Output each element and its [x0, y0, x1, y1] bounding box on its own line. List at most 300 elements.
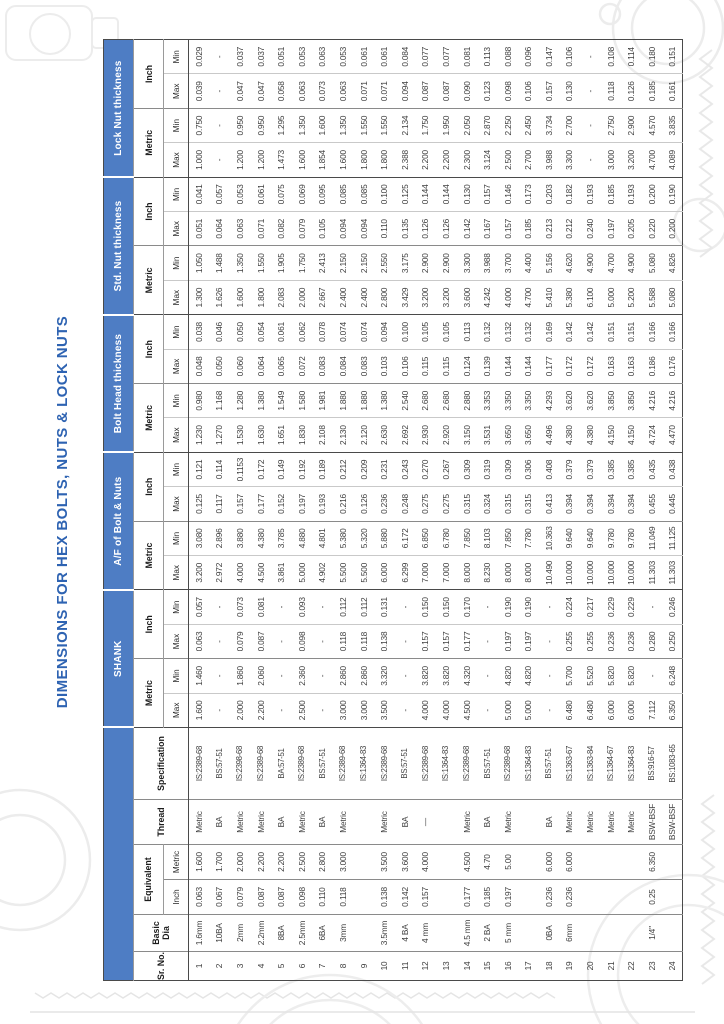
std-nut-inch-min-cell: 0.100 — [374, 177, 395, 211]
af-inch-min-cell: 0.243 — [394, 452, 415, 486]
lock-nut-metric-min-cell: 0.950 — [230, 108, 251, 142]
af-inch-max-cell: 0.315 — [497, 487, 518, 521]
subheader-bolt-head-metric: Metric — [134, 384, 164, 453]
std-nut-metric-max-cell: 2.083 — [271, 280, 292, 314]
shank-inch-min-cell: 0.224 — [559, 590, 580, 624]
shank-metric-max-cell: - — [477, 693, 498, 727]
bolt-head-inch-min-cell: 0.054 — [250, 315, 271, 349]
table-row — [559, 40, 580, 981]
equivalent-metric-cell: 5.00 — [497, 845, 518, 880]
shank-inch-min-cell: 0.246 — [662, 590, 683, 624]
table-row — [477, 40, 498, 981]
af-metric-max-cell: 10.000 — [559, 556, 580, 590]
af-inch-min-cell: 0.212 — [333, 452, 354, 486]
basic-dia-cell: 4 BA — [394, 915, 415, 952]
subheader-shank-inch-max: Max — [164, 624, 189, 658]
af-metric-max-cell: 8.230 — [477, 556, 498, 590]
bolt-head-metric-min-cell: 1.880 — [353, 384, 374, 418]
shank-inch-min-cell: 0.131 — [374, 590, 395, 624]
lock-nut-inch-min-cell: 0.180 — [642, 40, 663, 74]
sr-no-cell: 19 — [564, 961, 575, 971]
af-inch-max-cell: 0.455 — [642, 487, 663, 521]
thread-cell: — — [415, 800, 436, 845]
lock-nut-inch-max-cell: 0.157 — [539, 74, 560, 108]
std-nut-metric-max-cell: 3.200 — [436, 280, 457, 314]
basic-dia-cell — [580, 915, 601, 952]
shank-inch-max-cell: 0.118 — [333, 624, 354, 658]
bolt-head-metric-min-cell: 1.380 — [374, 384, 395, 418]
shank-metric-max-cell: 6.350 — [662, 693, 683, 727]
specification-cell: IS:1364-83 — [353, 728, 374, 800]
shank-metric-min-cell: 3.820 — [436, 659, 457, 693]
bolt-head-inch-min-cell: 0.169 — [539, 315, 560, 349]
lock-nut-metric-min-cell: 2.250 — [497, 108, 518, 142]
specification-cell: IS:2389-68 — [189, 728, 210, 800]
af-metric-max-cell: 7.000 — [415, 556, 436, 590]
sr-no-cell: 20 — [585, 961, 596, 971]
table-row — [642, 40, 663, 981]
thread-cell: Metric — [456, 800, 477, 845]
bolt-head-inch-min-cell: 0.094 — [374, 315, 395, 349]
lock-nut-inch-min-cell: 0.077 — [436, 40, 457, 74]
shank-metric-min-cell: - — [209, 659, 230, 693]
col-header-thread: Thread — [134, 800, 189, 845]
shank-inch-min-cell: - — [312, 590, 333, 624]
std-nut-metric-min-cell: 3.300 — [456, 246, 477, 280]
std-nut-metric-max-cell: 2.800 — [374, 280, 395, 314]
lock-nut-inch-max-cell: 0.063 — [291, 74, 312, 108]
bolt-head-metric-min-cell: 1.549 — [271, 384, 292, 418]
subheader-std-nut-inch-min: Min — [164, 177, 189, 211]
bolt-head-metric-max-cell: 2.692 — [394, 418, 415, 452]
shank-inch-min-cell: - — [271, 590, 292, 624]
bolt-head-inch-max-cell: 0.124 — [456, 349, 477, 383]
af-metric-max-cell: 4.500 — [250, 556, 271, 590]
shank-inch-max-cell: 0.118 — [353, 624, 374, 658]
shank-metric-max-cell: - — [394, 693, 415, 727]
std-nut-metric-min-cell: 2.900 — [436, 246, 457, 280]
specification-cell: IS:2389-68 — [497, 728, 518, 800]
subheader-shank-metric-min: Min — [164, 659, 189, 693]
lock-nut-inch-max-cell: 0.098 — [497, 74, 518, 108]
std-nut-inch-min-cell: 0.144 — [415, 177, 436, 211]
af-metric-max-cell: 10.000 — [621, 556, 642, 590]
lock-nut-metric-min-cell: 1.750 — [415, 108, 436, 142]
subheader-shank-metric: Metric — [134, 659, 164, 728]
af-metric-max-cell: 10.000 — [580, 556, 601, 590]
std-nut-metric-max-cell: 1.800 — [250, 280, 271, 314]
thread-cell — [353, 800, 374, 845]
equivalent-metric-cell: 6.000 — [559, 845, 580, 880]
shank-inch-max-cell: 0.063 — [189, 624, 210, 658]
bolt-head-inch-max-cell: 0.177 — [539, 349, 560, 383]
shank-metric-min-cell: 4.820 — [497, 659, 518, 693]
std-nut-metric-min-cell: 2.413 — [312, 246, 333, 280]
lock-nut-metric-max-cell: 2.388 — [394, 143, 415, 177]
af-metric-max-cell: 7.000 — [436, 556, 457, 590]
shank-metric-max-cell: 4.000 — [415, 693, 436, 727]
af-inch-max-cell: 0.394 — [621, 487, 642, 521]
bolt-head-metric-min-cell: 1.580 — [291, 384, 312, 418]
specification-cell: IS:1363-67 — [559, 728, 580, 800]
shank-metric-max-cell: - — [271, 693, 292, 727]
sr-no-cell: 8 — [337, 963, 348, 969]
bolt-head-inch-max-cell: 0.065 — [271, 349, 292, 383]
specification-cell: BS:57-51 — [394, 728, 415, 800]
af-inch-min-cell: 0.306 — [518, 452, 539, 486]
table-row — [333, 40, 354, 981]
equivalent-inch-cell: 0.118 — [333, 880, 354, 915]
lock-nut-inch-min-cell: 0.151 — [662, 40, 683, 74]
lock-nut-inch-min-cell: - — [209, 40, 230, 74]
lock-nut-metric-min-cell: 1.350 — [291, 108, 312, 142]
bolt-head-metric-max-cell: 1.530 — [230, 418, 251, 452]
header-corner-band — [104, 728, 134, 981]
basic-dia-cell — [436, 915, 457, 952]
equivalent-inch-cell: 0.197 — [497, 880, 518, 915]
lock-nut-metric-max-cell: 1.800 — [353, 143, 374, 177]
std-nut-metric-max-cell: 6.100 — [580, 280, 601, 314]
sr-no-cell: 6 — [296, 963, 307, 969]
af-inch-max-cell: 0.157 — [230, 487, 251, 521]
lock-nut-inch-max-cell: - — [580, 74, 601, 108]
bolt-head-inch-min-cell: 0.074 — [353, 315, 374, 349]
bolt-head-metric-max-cell: 4.470 — [662, 418, 683, 452]
shank-inch-max-cell: 0.157 — [415, 624, 436, 658]
shank-metric-min-cell: - — [271, 659, 292, 693]
std-nut-metric-max-cell: 2.400 — [333, 280, 354, 314]
af-inch-min-cell: 0.319 — [477, 452, 498, 486]
shank-inch-max-cell: 0.098 — [291, 624, 312, 658]
std-nut-metric-min-cell: 2.150 — [333, 246, 354, 280]
std-nut-metric-min-cell: 4.620 — [559, 246, 580, 280]
std-nut-metric-max-cell: 4.242 — [477, 280, 498, 314]
std-nut-inch-min-cell: 0.144 — [436, 177, 457, 211]
shank-inch-max-cell: 0.177 — [456, 624, 477, 658]
af-inch-min-cell: 0.435 — [642, 452, 663, 486]
subheader-std-nut-metric-min: Min — [164, 246, 189, 280]
table-row — [374, 40, 395, 981]
af-inch-max-cell: 0.117 — [209, 487, 230, 521]
af-inch-max-cell: 0.394 — [559, 487, 580, 521]
std-nut-inch-max-cell: 0.200 — [662, 212, 683, 246]
equivalent-inch-cell: 0.087 — [271, 880, 292, 915]
af-metric-max-cell: 3.861 — [271, 556, 292, 590]
std-nut-metric-max-cell: 2.667 — [312, 280, 333, 314]
group-header-bolt-head: Bolt Head thickness — [104, 315, 134, 453]
basic-dia-cell: 10BA — [209, 915, 230, 952]
shank-inch-max-cell: 0.280 — [642, 624, 663, 658]
shank-inch-min-cell: - — [477, 590, 498, 624]
std-nut-metric-max-cell: 5.080 — [662, 280, 683, 314]
bolt-head-inch-min-cell: 0.151 — [621, 315, 642, 349]
bolt-head-metric-max-cell: 1.830 — [291, 418, 312, 452]
equivalent-inch-cell: 0.25 — [642, 880, 663, 915]
af-metric-max-cell: 5.500 — [333, 556, 354, 590]
shank-inch-min-cell: 0.217 — [580, 590, 601, 624]
bolt-head-metric-min-cell: 1.380 — [250, 384, 271, 418]
std-nut-metric-min-cell: 1.488 — [209, 246, 230, 280]
lock-nut-metric-max-cell: 2.500 — [497, 143, 518, 177]
basic-dia-cell: 8BA — [271, 915, 292, 952]
bolt-head-inch-min-cell: 0.050 — [230, 315, 251, 349]
shank-metric-max-cell: 2.500 — [291, 693, 312, 727]
sr-no-cell: 23 — [646, 961, 657, 971]
lock-nut-metric-max-cell: 3.200 — [621, 143, 642, 177]
lock-nut-metric-min-cell: 1.350 — [333, 108, 354, 142]
lock-nut-inch-min-cell: 0.037 — [250, 40, 271, 74]
lock-nut-metric-max-cell: 1.200 — [250, 143, 271, 177]
table-row — [250, 40, 271, 981]
bolt-head-inch-max-cell: 0.060 — [230, 349, 251, 383]
std-nut-inch-min-cell: 0.193 — [621, 177, 642, 211]
lock-nut-inch-min-cell: 0.053 — [291, 40, 312, 74]
af-metric-min-cell: 11.049 — [642, 521, 663, 555]
shank-inch-min-cell: 0.093 — [291, 590, 312, 624]
thread-cell: BA — [312, 800, 333, 845]
basic-dia-cell — [621, 915, 642, 952]
lock-nut-inch-min-cell: 0.096 — [518, 40, 539, 74]
lock-nut-inch-max-cell: 0.090 — [456, 74, 477, 108]
specification-cell: BS:916-57 — [642, 728, 663, 800]
lock-nut-inch-min-cell: 0.029 — [189, 40, 210, 74]
std-nut-inch-min-cell: 0.193 — [580, 177, 601, 211]
equivalent-metric-cell: 3.000 — [333, 845, 354, 880]
sr-no-cell: 15 — [482, 961, 493, 971]
specification-cell: IS:2389-68 — [415, 728, 436, 800]
std-nut-inch-max-cell: 0.205 — [621, 212, 642, 246]
af-metric-min-cell: 9.780 — [600, 521, 621, 555]
subheader-lock-nut-metric: Metric — [134, 108, 164, 177]
bolt-head-inch-max-cell: 0.084 — [333, 349, 354, 383]
lock-nut-metric-min-cell: 1.550 — [353, 108, 374, 142]
equivalent-metric-cell: 2.000 — [230, 845, 251, 880]
subheader-lock-nut-inch-max: Max — [164, 74, 189, 108]
lock-nut-inch-min-cell: 0.063 — [312, 40, 333, 74]
table-row — [209, 40, 230, 981]
lock-nut-metric-max-cell: 2.700 — [518, 143, 539, 177]
std-nut-inch-max-cell: 0.167 — [477, 212, 498, 246]
subheader-lock-nut-metric-min: Min — [164, 108, 189, 142]
af-metric-min-cell: 5.880 — [374, 521, 395, 555]
bolt-head-metric-max-cell: 1.270 — [209, 418, 230, 452]
equivalent-metric-cell — [436, 845, 457, 880]
bolt-head-metric-max-cell: 2.630 — [374, 418, 395, 452]
std-nut-inch-max-cell: 0.094 — [333, 212, 354, 246]
thread-cell: Metric — [580, 800, 601, 845]
std-nut-inch-min-cell: 0.173 — [518, 177, 539, 211]
lock-nut-inch-max-cell: 0.047 — [250, 74, 271, 108]
bolt-head-metric-min-cell: 4.216 — [662, 384, 683, 418]
lock-nut-metric-max-cell: 2.200 — [436, 143, 457, 177]
std-nut-metric-max-cell: 3.429 — [394, 280, 415, 314]
lock-nut-inch-min-cell: 0.061 — [374, 40, 395, 74]
subheader-bolt-head-inch-min: Min — [164, 315, 189, 349]
shank-metric-max-cell: - — [539, 693, 560, 727]
bolt-head-inch-max-cell: 0.163 — [621, 349, 642, 383]
lock-nut-metric-max-cell: 3.300 — [559, 143, 580, 177]
specification-cell: IS:2389-68 — [250, 728, 271, 800]
std-nut-inch-min-cell: 0.075 — [271, 177, 292, 211]
lock-nut-inch-min-cell: 0.108 — [600, 40, 621, 74]
std-nut-inch-min-cell: 0.095 — [312, 177, 333, 211]
af-inch-max-cell: 0.445 — [662, 487, 683, 521]
shank-inch-min-cell: - — [394, 590, 415, 624]
lock-nut-metric-max-cell: 4.700 — [642, 143, 663, 177]
equivalent-inch-cell: 0.142 — [394, 880, 415, 915]
shank-inch-max-cell: - — [477, 624, 498, 658]
af-metric-min-cell: 4.801 — [312, 521, 333, 555]
std-nut-metric-min-cell: 4.700 — [600, 246, 621, 280]
af-metric-min-cell: 10.363 — [539, 521, 560, 555]
std-nut-inch-min-cell: 0.085 — [353, 177, 374, 211]
thread-cell: BA — [209, 800, 230, 845]
bolt-head-metric-max-cell: 1.230 — [189, 418, 210, 452]
std-nut-inch-min-cell: 0.157 — [477, 177, 498, 211]
thread-cell: BA — [271, 800, 292, 845]
sr-no-cell: 3 — [234, 963, 245, 969]
lock-nut-inch-min-cell: 0.084 — [394, 40, 415, 74]
group-header-shank: SHANK — [104, 590, 134, 728]
shank-inch-min-cell: - — [209, 590, 230, 624]
sr-no-cell: 21 — [605, 961, 616, 971]
sr-no-cell: 11 — [399, 961, 410, 971]
shank-metric-min-cell: - — [539, 659, 560, 693]
af-metric-min-cell: 5.320 — [353, 521, 374, 555]
specification-cell: BS:57-51 — [209, 728, 230, 800]
std-nut-metric-min-cell: 2.550 — [374, 246, 395, 280]
af-inch-min-cell: 0.385 — [600, 452, 621, 486]
std-nut-inch-min-cell: 0.203 — [539, 177, 560, 211]
shank-metric-min-cell: 5.820 — [621, 659, 642, 693]
std-nut-metric-min-cell: 1.750 — [291, 246, 312, 280]
bolt-head-inch-min-cell: 0.166 — [662, 315, 683, 349]
std-nut-inch-max-cell: 0.051 — [189, 212, 210, 246]
af-metric-min-cell: 6.172 — [394, 521, 415, 555]
shank-metric-min-cell: 4.820 — [518, 659, 539, 693]
shank-metric-max-cell: 3.000 — [333, 693, 354, 727]
af-metric-min-cell: 11.125 — [662, 521, 683, 555]
af-metric-min-cell: 2.896 — [209, 521, 230, 555]
bolt-head-inch-max-cell: 0.186 — [642, 349, 663, 383]
lock-nut-inch-max-cell: 0.106 — [518, 74, 539, 108]
sr-no-cell: 24 — [667, 961, 678, 971]
lock-nut-metric-min-cell: 2.750 — [600, 108, 621, 142]
bolt-head-inch-min-cell: 0.105 — [436, 315, 457, 349]
shank-metric-min-cell: 5.520 — [580, 659, 601, 693]
shank-inch-max-cell: 0.236 — [621, 624, 642, 658]
std-nut-inch-max-cell: 0.110 — [374, 212, 395, 246]
lock-nut-metric-min-cell: 1.950 — [436, 108, 457, 142]
shank-metric-max-cell: 3.500 — [374, 693, 395, 727]
std-nut-metric-max-cell: 4.000 — [497, 280, 518, 314]
shank-metric-max-cell: 5.000 — [518, 693, 539, 727]
subheader-lock-nut-inch-min: Min — [164, 40, 189, 74]
std-nut-inch-max-cell: 0.126 — [436, 212, 457, 246]
basic-dia-cell: 2.5mm — [291, 915, 312, 952]
shank-inch-max-cell: 0.157 — [436, 624, 457, 658]
shank-metric-max-cell: 2.000 — [230, 693, 251, 727]
lock-nut-metric-min-cell: 3.734 — [539, 108, 560, 142]
lock-nut-metric-max-cell: 3.000 — [600, 143, 621, 177]
table-row — [189, 40, 210, 981]
shank-metric-max-cell: - — [209, 693, 230, 727]
af-metric-max-cell: 5.500 — [353, 556, 374, 590]
thread-cell: Metric — [230, 800, 251, 845]
lock-nut-metric-min-cell: 1.295 — [271, 108, 292, 142]
lock-nut-metric-max-cell: 4.089 — [662, 143, 683, 177]
specification-cell: BS:57-51 — [312, 728, 333, 800]
lock-nut-inch-min-cell: - — [580, 40, 601, 74]
shank-metric-max-cell: 7.112 — [642, 693, 663, 727]
equivalent-metric-cell: 6.350 — [642, 845, 663, 880]
basic-dia-cell: 0BA — [539, 915, 560, 952]
thread-cell: Metric — [559, 800, 580, 845]
specification-cell: IS:1364-83 — [621, 728, 642, 800]
lock-nut-inch-max-cell: 0.071 — [353, 74, 374, 108]
std-nut-metric-max-cell: 1.300 — [189, 280, 210, 314]
std-nut-inch-min-cell: 0.041 — [189, 177, 210, 211]
basic-dia-cell: 1/4" — [642, 915, 663, 952]
std-nut-metric-max-cell: 4.700 — [518, 280, 539, 314]
subheader-shank-metric-max: Max — [164, 693, 189, 727]
lock-nut-metric-min-cell: 0.750 — [189, 108, 210, 142]
std-nut-metric-min-cell: 4.900 — [580, 246, 601, 280]
bolt-head-metric-min-cell: 3.850 — [621, 384, 642, 418]
af-inch-min-cell: 0.408 — [539, 452, 560, 486]
equivalent-inch-cell: 0.185 — [477, 880, 498, 915]
bolt-head-metric-max-cell: 2.130 — [333, 418, 354, 452]
lock-nut-inch-min-cell: 0.106 — [559, 40, 580, 74]
std-nut-metric-min-cell: 3.700 — [497, 246, 518, 280]
std-nut-metric-min-cell: 3.988 — [477, 246, 498, 280]
bolt-head-metric-max-cell: 3.650 — [518, 418, 539, 452]
specification-cell: BS:57-51 — [477, 728, 498, 800]
thread-cell: Metric — [374, 800, 395, 845]
shank-metric-max-cell: 2.200 — [250, 693, 271, 727]
bolt-head-metric-min-cell: 3.350 — [497, 384, 518, 418]
lock-nut-inch-max-cell: 0.058 — [271, 74, 292, 108]
std-nut-metric-min-cell: 2.150 — [353, 246, 374, 280]
specification-cell: IS:1363-84 — [580, 728, 601, 800]
std-nut-metric-max-cell: 5.000 — [600, 280, 621, 314]
equivalent-inch-cell — [436, 880, 457, 915]
shank-metric-min-cell: - — [477, 659, 498, 693]
af-metric-min-cell: 4.380 — [250, 521, 271, 555]
thread-cell: BSW-BSF — [642, 800, 663, 845]
std-nut-inch-min-cell: 0.200 — [642, 177, 663, 211]
thread-cell: Metric — [189, 800, 210, 845]
af-inch-min-cell: 0.270 — [415, 452, 436, 486]
subheader-lock-nut-inch: Inch — [134, 40, 164, 109]
basic-dia-cell: 5 mm — [497, 915, 518, 952]
subheader-bolt-head-metric-max: Max — [164, 418, 189, 452]
std-nut-metric-max-cell: 1.626 — [209, 280, 230, 314]
equivalent-metric-cell — [580, 845, 601, 880]
af-inch-max-cell: 0.315 — [518, 487, 539, 521]
bolt-head-inch-max-cell: 0.115 — [415, 349, 436, 383]
lock-nut-metric-min-cell: 2.050 — [456, 108, 477, 142]
group-header-af: A/F of Bolt & Nuts — [104, 452, 134, 590]
shank-inch-max-cell: 0.197 — [497, 624, 518, 658]
equivalent-metric-cell: 1.700 — [209, 845, 230, 880]
sr-no-cell: 4 — [255, 963, 266, 969]
table-row — [621, 40, 642, 981]
shank-metric-max-cell: 6.480 — [580, 693, 601, 727]
af-inch-max-cell: 0.394 — [580, 487, 601, 521]
std-nut-metric-min-cell: 4.400 — [518, 246, 539, 280]
equivalent-inch-cell: 0.236 — [539, 880, 560, 915]
